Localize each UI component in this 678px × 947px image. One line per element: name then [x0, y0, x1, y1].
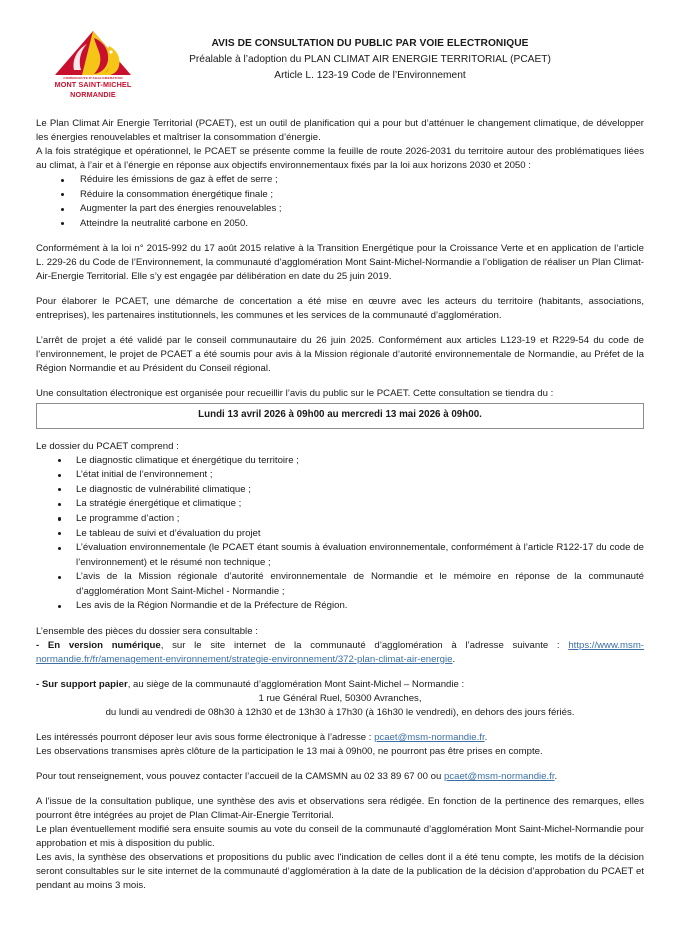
list-item — [36, 541, 644, 570]
paragraph-synthesis: A l’issue de la consultation publique, une synthèse des avis et observations sera rédigée. En fonction de la pertinence des remarques, elles pourront être intégrées au projet de Plan Climat-Air-Energie Territorial. — [36, 795, 644, 821]
logo-name-line2: NORMANDIE — [70, 90, 116, 100]
list-item-label: L’évaluation environnementale (le PCAET étant soumis à évaluation environnementale, conformément à l’article R122-17 du code de l’environnement) et le résumé non technique ; — [76, 542, 644, 568]
paragraph-definition: Le Plan Climat Air Energie Territorial (PCAET), est un outil de planification qui a pour but d’atténuer le changement climatique, de développer les énergies renouvelables et maîtriser la consommation d’énergie. — [36, 118, 644, 143]
paragraph-publication: Les avis, la synthèse des observations et propositions du public avec l'indication de celles dont il a été tenu compte, les motifs de la décision seront consultables sur le site internet de la communauté d’agglomération à la date de la publication de la décision d’approbation du PCAET et pendant au moins 3 mois. — [36, 851, 644, 891]
list-item-label: Le programme d’action ; — [76, 512, 180, 524]
contact-text: Pour tout renseignement, vous pouvez contacter l’accueil de la CAMSMN au 02 33 89 67 00 ou — [36, 770, 444, 782]
logo-mark-icon — [54, 30, 132, 76]
list-item — [36, 173, 644, 188]
list-item-label: Les avis de la Région Normandie et de la Préfecture de Région. — [76, 600, 348, 612]
document-article-reference: Article L. 123-19 Code de l’Environnement — [274, 70, 466, 82]
list-item-label: L’état initial de l’environnement ; — [76, 469, 213, 481]
paragraph-roadmap: A la fois stratégique et opérationnel, le PCAET se présente comme la feuille de route 2026-2031 du territoire autour des problématiques liées au climat, à l’air et à l’énergie en réponse aux objectifs environnementaux fixés par la loi aux horizons 2030 et 2050 : — [36, 146, 644, 171]
list-item — [36, 468, 644, 483]
list-item-label: Réduire la consommation énergétique finale ; — [80, 188, 274, 200]
title-block — [136, 30, 650, 85]
list-item — [36, 512, 644, 527]
consultation-dates-box: Lundi 13 avril 2026 à 09h00 au mercredi 13 mai 2026 à 09h00. — [36, 403, 644, 428]
list-item-label: L’avis de la Mission régionale d’autorité environnementale de Normandie et le mémoire en réponse de la communauté d’agglomération Mont Saint-Michel - Normandie ; — [76, 571, 644, 597]
list-item — [36, 483, 644, 498]
objectives-list — [36, 173, 644, 231]
contact-end: . — [554, 770, 558, 782]
digital-version-line — [36, 639, 644, 667]
paragraph-consultation-intro: Une consultation électronique est organisée pour recueillir l’avis du public sur le PCAET. Cette consultation se tiendra du : — [36, 388, 554, 400]
logo-caption: COMMUNAUTE D'AGGLOMERATION — [63, 76, 123, 80]
paragraph-concertation: Pour élaborer le PCAET, une démarche de concertation a été mise en œuvre avec les acteurs du territoire (habitants, associations, entreprises), les partenaires institutionnels, les communes et les services de la communauté d’agglomération. — [36, 296, 644, 322]
paper-address: 1 rue Général Ruel, 50300 Avranches, — [258, 692, 422, 704]
contact-email-link[interactable]: pcaet@msm-normandie.fr — [443, 770, 555, 782]
dossier-intro: Le dossier du PCAET comprend : — [36, 440, 179, 452]
pcaet-website-link[interactable]: https://www.msm-normandie.fr/fr/amenagement-environnement/strategie-environnement/372-plan-climat-air-energie — [36, 639, 645, 665]
pcaet-email-link[interactable]: pcaet@msm-normandie.fr — [374, 731, 485, 743]
list-item-label: Atteindre la neutralité carbone en 2050. — [80, 217, 249, 229]
logo — [28, 30, 136, 100]
list-item-label: Augmenter la part des énergies renouvelables ; — [80, 203, 282, 215]
list-item-label: Réduire les émissions de gaz à effet de serre ; — [80, 174, 278, 185]
email-submission-line — [36, 731, 644, 745]
list-item — [36, 497, 644, 512]
paper-version-label: - Sur support papier — [36, 678, 128, 690]
email-submission-text: Les intéressés pourront déposer leur avis sous forme électronique à l’adresse : — [36, 731, 375, 743]
deadline-notice: Les observations transmises après clôture de la participation le 13 mai à 09h00, ne pourront pas être prises en compte. — [36, 745, 543, 757]
document-header — [28, 0, 650, 102]
paragraph-approval: Le plan éventuellement modifié sera ensuite soumis au vote du conseil de la communauté d’agglomération Mont Saint-Michel-Normandie pour approbation et mis à disposition du public. — [36, 823, 644, 849]
paragraph-legal-basis: Conformément à la loi n° 2015-992 du 17 août 2015 relative à la Transition Energétique pour la Croissance Verte et en application de l’article L. 229-26 du Code de l’Environnement, la communauté d’agglomération Mont Saint-Michel-Normandie a l’obligation de réaliser un Plan Climat-Air-Energie Territorial. Elle s’y est engagée par délibération en date du 25 juin 2019. — [36, 243, 644, 283]
list-item-label: Le tableau de suivi et d’évaluation du projet — [76, 527, 261, 539]
digital-version-end: . — [452, 653, 456, 665]
contact-line — [36, 770, 644, 784]
email-submission-end: . — [484, 731, 488, 743]
list-item — [36, 188, 644, 203]
list-item-label: Le diagnostic climatique et énergétique du territoire ; — [76, 454, 299, 466]
list-item-label: Le diagnostic de vulnérabilité climatique ; — [76, 483, 251, 495]
list-item — [36, 570, 644, 599]
list-item — [36, 454, 644, 469]
consultation-availability-intro: L’ensemble des pièces du dossier sera consultable : — [36, 625, 258, 637]
document-subtitle: Préalable à l’adoption du PLAN CLIMAT AIR ENERGIE TERRITORIAL (PCAET) — [189, 53, 551, 65]
paragraph-project-validation: L’arrêt de projet a été validé par le conseil communautaire du 26 juin 2025. Conformément aux articles L123-19 et R229-54 du code de l’environnement, le projet de PCAET a été soumis pour avis à la Mission régionale d’autorité environnementale de Normandie, au Préfet de la Région Normandie et au Président du Conseil régional. — [36, 335, 644, 375]
list-item-label: La stratégie énergétique et climatique ; — [76, 498, 242, 510]
document-title: AVIS DE CONSULTATION DU PUBLIC PAR VOIE ELECTRONIQUE — [211, 38, 529, 49]
document-body — [28, 102, 650, 893]
dossier-list — [36, 454, 644, 614]
paper-opening-hours: du lundi au vendredi de 08h30 à 12h30 et de 13h30 à 17h30 (à 16h30 le vendredi), en dehors des jours fériés. — [105, 706, 575, 718]
list-item — [36, 217, 644, 232]
paper-version-line — [36, 678, 644, 692]
logo-name-line1: MONT SAINT-MICHEL — [54, 80, 132, 90]
digital-version-text: , sur le site internet de la communauté d’agglomération à l’adresse suivante : — [160, 639, 569, 651]
list-item — [36, 599, 644, 614]
list-item — [36, 527, 644, 542]
digital-version-label: - En version numérique — [36, 639, 161, 651]
list-item — [36, 202, 644, 217]
paper-version-text: , au siège de la communauté d’agglomération Mont Saint-Michel – Normandie : — [127, 678, 465, 690]
